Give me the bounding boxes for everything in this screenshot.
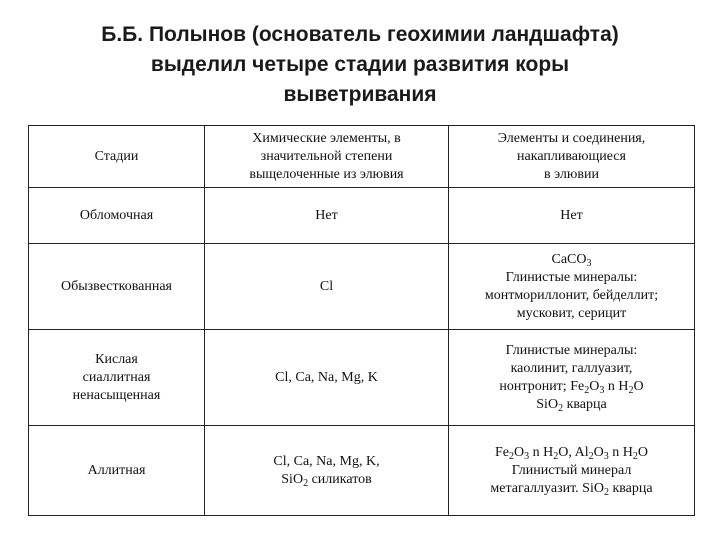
- header-leached-line: выщелоченные из элювия: [249, 166, 404, 182]
- stage-name: сиаллитная: [82, 369, 151, 385]
- header-leached-line: Химические элементы, в: [252, 130, 401, 146]
- title-line-3: выветривания: [283, 83, 437, 106]
- table-row: [29, 188, 695, 244]
- accumulating-line: метагаллуазит. SiO$_2$ кварца: [490, 480, 653, 498]
- leached-cell: [205, 188, 449, 244]
- table-row: [29, 426, 695, 516]
- stages-table-container: [28, 125, 694, 515]
- leached-value: Cl: [319, 278, 334, 294]
- leached-cell: [205, 330, 449, 426]
- leached-value: Cl, Ca, Na, Mg, K,: [273, 453, 380, 469]
- header-accumulating-line: в элювии: [544, 166, 599, 182]
- table-row: [29, 330, 695, 426]
- leached-cell: [205, 244, 449, 330]
- accumulating-line: Глинистые минералы:: [505, 342, 638, 358]
- slide-title: [30, 20, 690, 110]
- header-accumulating: [449, 126, 695, 188]
- stages-table: [28, 125, 695, 516]
- header-accumulating-line: накапливающиеся: [517, 148, 626, 164]
- accumulating-line: Глинистые минералы:: [505, 269, 638, 285]
- header-stages: [29, 126, 205, 188]
- header-leached: [205, 126, 449, 188]
- accumulating-line: Глинистый минерал: [511, 462, 632, 478]
- stage-cell: [29, 426, 205, 516]
- stage-cell: [29, 330, 205, 426]
- sio2-formula: SiO$_2$ силикатов: [281, 471, 372, 489]
- accumulating-value: Нет: [560, 207, 583, 223]
- leached-cell: [205, 426, 449, 516]
- stage-name: Обломочная: [79, 207, 154, 223]
- accumulating-line: мусковит, серицит: [516, 305, 627, 321]
- sio2-formula: SiO$_2$ кварца: [536, 396, 607, 414]
- accumulating-line: каолинит, галлуазит,: [510, 360, 633, 376]
- stage-name: Аллитная: [87, 462, 146, 478]
- leached-value: Cl, Ca, Na, Mg, K: [275, 369, 378, 385]
- title-line-2: выделил четыре стадии развития коры: [150, 53, 570, 76]
- leached-value: Нет: [315, 207, 338, 223]
- table-header-row: [29, 126, 695, 188]
- accumulating-cell: [449, 244, 695, 330]
- accumulating-cell: [449, 426, 695, 516]
- table-row: [29, 244, 695, 330]
- stage-name: ненасыщенная: [72, 387, 161, 403]
- header-stages-text: Стадии: [94, 148, 139, 164]
- oxide-formula: $Fe_2O_3$ n $H_2O$, $Al_2O_3$ n $H_2O$: [495, 444, 648, 462]
- stage-name: Кислая: [95, 351, 138, 367]
- nontronite-formula: нонтронит; $Fe_2O_3$ n $H_2O$: [499, 378, 644, 396]
- accumulating-cell: [449, 330, 695, 426]
- accumulating-line: монтмориллонит, бейделлит;: [484, 287, 659, 303]
- caco3-formula: CaCO$_3$: [551, 251, 592, 269]
- accumulating-cell: [449, 188, 695, 244]
- stage-cell: [29, 244, 205, 330]
- title-line-1: Б.Б. Полынов (основатель геохимии ландшафта): [101, 23, 619, 46]
- stage-cell: [29, 188, 205, 244]
- stage-name: Обызвесткованная: [61, 278, 172, 294]
- header-accumulating-line: Элементы и соединения,: [497, 130, 646, 146]
- header-leached-line: значительной степени: [260, 148, 393, 164]
